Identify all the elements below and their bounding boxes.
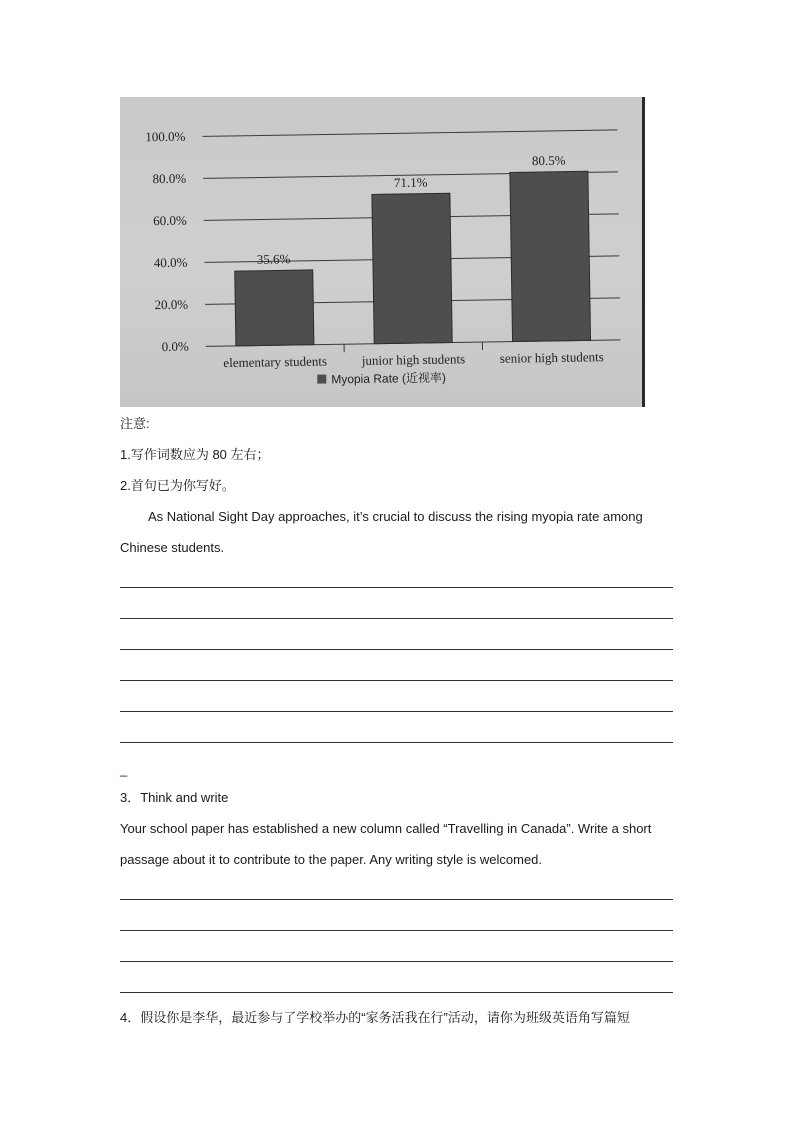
y-tick-label: 80.0% [152, 170, 187, 187]
bar [510, 171, 591, 341]
question-3-line-2: passage about it to contribute to the paper. Any writing style is welcomed. [120, 852, 543, 867]
question-4-line-1: 4．假设你是李华，最近参与了学校举办的“家务活我在行”活动，请你为班级英语角写篇短 [120, 1010, 630, 1025]
notes-heading: 注意: [120, 416, 150, 431]
y-tick-label: 20.0% [154, 296, 189, 313]
y-tick-label: 100.0% [145, 128, 186, 145]
writing-line [120, 992, 673, 993]
note-item-2: 2.首句已为你写好。 [120, 478, 235, 493]
writing-line [120, 680, 673, 681]
grid-line [202, 130, 617, 137]
note-item-1: 1.写作词数应为 80 左右； [120, 447, 270, 462]
bar [372, 193, 452, 344]
writing-line [120, 587, 673, 588]
bar-value-label: 71.1% [393, 174, 428, 191]
y-tick-label: 0.0% [161, 338, 189, 355]
chart-plot-group [145, 122, 621, 389]
legend-label: Myopia Rate (近视率) [331, 370, 447, 387]
y-tick-label: 60.0% [153, 212, 187, 229]
x-category-label: elementary students [223, 353, 328, 371]
dash-mark: _ [120, 762, 128, 777]
bar-value-label: 80.5% [531, 152, 566, 169]
y-tick-label: 40.0% [153, 254, 188, 271]
question-3-title: 3．Think and write [120, 790, 229, 805]
writing-line [120, 742, 673, 743]
legend-swatch [317, 374, 326, 383]
writing-line [120, 899, 673, 900]
writing-line [120, 711, 673, 712]
question-3-line-1: Your school paper has established a new column called “Travelling in Canada”. Write a short [120, 821, 652, 836]
bar-value-label: 35.6% [256, 251, 291, 267]
writing-line [120, 649, 673, 650]
prompt-first-sentence-line-2: Chinese students. [120, 540, 225, 555]
x-category-label: senior high students [499, 349, 604, 366]
bar [235, 270, 314, 346]
writing-line [120, 930, 673, 931]
x-category-label: junior high students [361, 351, 466, 368]
writing-line [120, 618, 673, 619]
writing-line [120, 961, 673, 962]
chart-photo [120, 97, 645, 407]
myopia-bar-chart [120, 97, 642, 407]
prompt-first-sentence-line-1: As National Sight Day approaches, it’s crucial to discuss the rising myopia rate among [148, 509, 643, 524]
